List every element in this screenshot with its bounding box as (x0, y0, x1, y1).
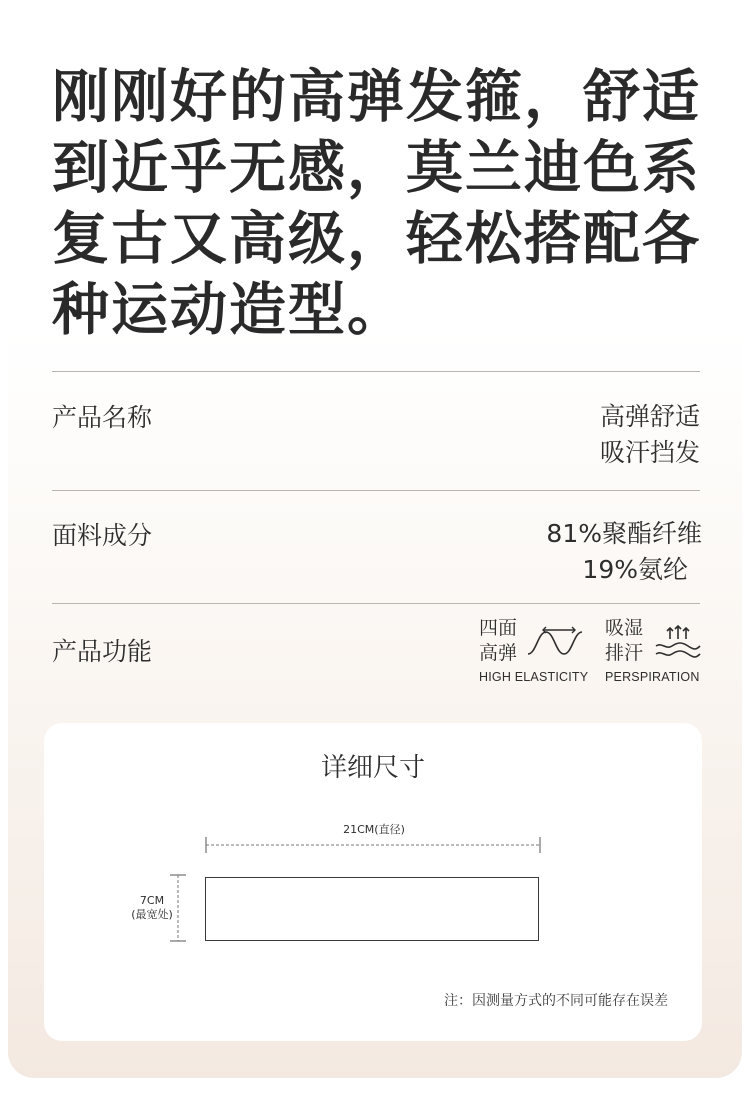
product-name-value-line1: 高弹舒适 (599, 402, 700, 431)
feature-elasticity-line1: 四面 (479, 617, 518, 639)
function-label: 产品功能 (52, 637, 153, 666)
width-label: 21CM(直径) (343, 823, 405, 836)
height-label-line1: 7CM (139, 894, 165, 907)
headline: 刚刚好的高弹发箍，舒适到近乎无感，莫兰迪色系复古又高级，轻松搭配各种运动造型。 (52, 64, 701, 343)
product-name-value-line2: 吸汗挡发 (599, 438, 700, 467)
feature-perspiration-line1: 吸湿 (605, 617, 644, 639)
feature-elasticity-en: HIGH ELASTICITY (479, 670, 589, 684)
divider (52, 490, 700, 491)
moisture-wicking-icon (654, 624, 702, 660)
fabric-value-line2: 19%氨纶 (582, 555, 688, 584)
size-card-title: 详细尺寸 (320, 753, 425, 783)
height-label-line2: (最宽处) (131, 908, 173, 921)
feature-elasticity-text (479, 616, 517, 666)
size-card (44, 723, 702, 1041)
product-name-value (600, 399, 700, 471)
product-name-label: 产品名称 (52, 403, 153, 432)
fabric-label: 面料成分 (52, 521, 153, 550)
fabric-value-line1: 81%聚酯纤维 (546, 519, 702, 548)
height-dimension-line (168, 874, 188, 942)
feature-perspiration-line2: 排汗 (605, 642, 644, 664)
headband-outline (205, 877, 539, 941)
width-dimension-line (204, 835, 544, 855)
feature-perspiration-text (605, 616, 643, 666)
elastic-wave-icon (526, 624, 584, 662)
fabric-value (546, 516, 702, 588)
divider (52, 371, 700, 372)
feature-perspiration-en: PERSPIRATION (605, 670, 700, 684)
divider (52, 603, 700, 604)
measurement-note: 注：因测量方式的不同可能存在误差 (444, 993, 668, 1009)
feature-elasticity-line2: 高弹 (479, 642, 518, 664)
